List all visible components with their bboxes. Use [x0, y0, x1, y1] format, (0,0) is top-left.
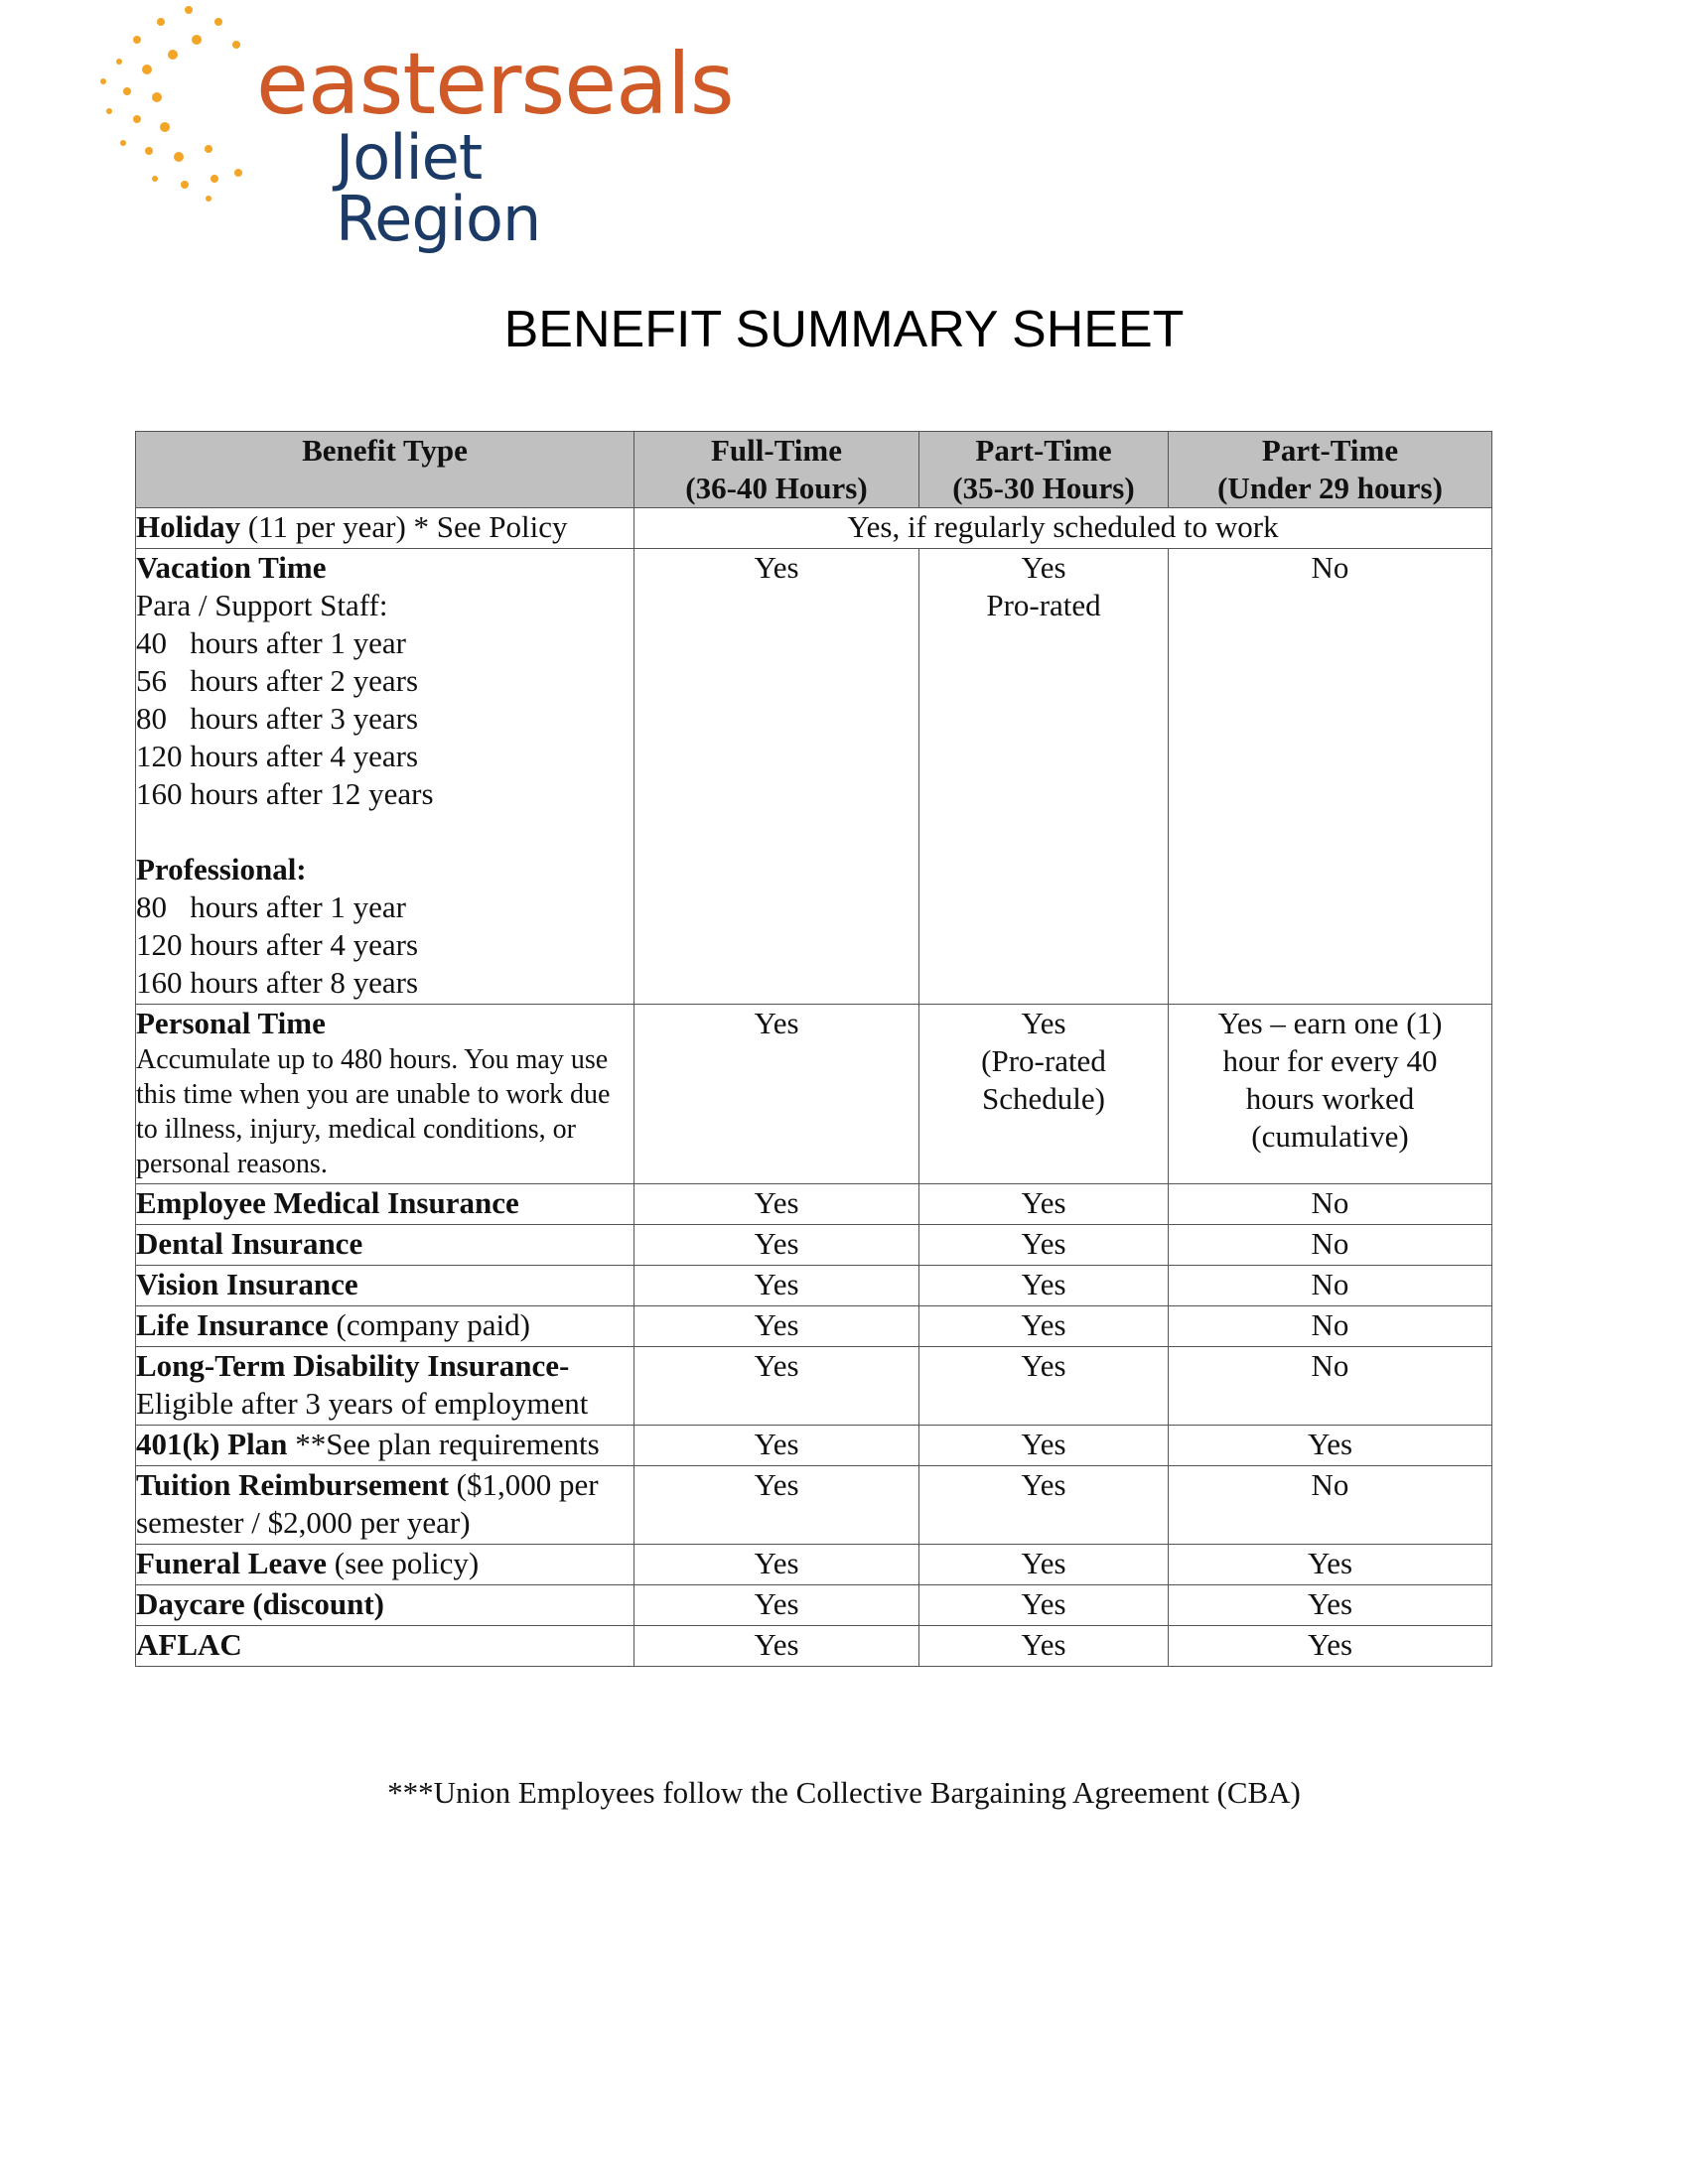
- benefit-name: Holiday: [136, 509, 241, 544]
- benefit-name: Vacation Time: [136, 550, 327, 585]
- page-title: BENEFIT SUMMARY SHEET: [503, 301, 1185, 358]
- value-line: Yes: [1021, 1006, 1066, 1040]
- table-row-personal-time: [136, 1005, 1492, 1184]
- benefit-cell: [136, 1585, 634, 1626]
- value-line: Schedule): [982, 1081, 1105, 1116]
- benefit-name: Funeral Leave: [136, 1546, 327, 1580]
- benefit-cell: [136, 1426, 634, 1466]
- benefit-cell: [136, 549, 634, 1005]
- benefit-cell: [136, 1266, 634, 1306]
- benefit-cell: [136, 1466, 634, 1545]
- benefit-detail: ($1,000 per semester / $2,000 per year): [136, 1467, 599, 1540]
- benefit-cell: [136, 1347, 634, 1426]
- benefits-table: [135, 431, 1492, 1667]
- value-line: Yes – earn one (1): [1217, 1006, 1443, 1040]
- vacation-para-label: Para / Support Staff:: [136, 588, 388, 622]
- header-part-time-label: Part-Time: [1261, 433, 1399, 468]
- table-row: [136, 1545, 1492, 1585]
- vacation-accrual-line: 160 hours after 12 years: [136, 776, 434, 811]
- benefit-cell: [136, 508, 634, 549]
- benefit-cell: [136, 1225, 634, 1266]
- benefit-name: Vision Insurance: [136, 1267, 358, 1301]
- benefit-cell: [136, 1626, 634, 1667]
- benefit-name: Tuition Reimbursement: [136, 1467, 449, 1502]
- easterseals-logo: [89, 0, 734, 255]
- part-time-under-29-value: No: [1169, 1306, 1492, 1347]
- full-time-value: Yes: [634, 1306, 919, 1347]
- benefit-name: Daycare (discount): [136, 1586, 384, 1621]
- holiday-eligibility: Yes, if regularly scheduled to work: [634, 508, 1492, 549]
- benefit-name: Personal Time: [136, 1006, 326, 1040]
- full-time-value: Yes: [634, 1626, 919, 1667]
- personal-time-description: Accumulate up to 480 hours. You may use this time when you are unable to work due to illness, injury, medical conditions, or personal reasons.: [136, 1044, 611, 1179]
- table-row: [136, 1266, 1492, 1306]
- table-row: [136, 1426, 1492, 1466]
- benefit-detail: Eligible after 3 years of employment: [136, 1386, 589, 1421]
- benefit-cell: [136, 1184, 634, 1225]
- table-row: [136, 1585, 1492, 1626]
- benefit-name: Employee Medical Insurance: [136, 1185, 519, 1220]
- vacation-accrual-line: 56 hours after 2 years: [136, 663, 419, 698]
- part-time-under-29-value: [1169, 1005, 1492, 1184]
- table-row-holiday: [136, 508, 1492, 549]
- table-row: [136, 1184, 1492, 1225]
- part-time-value: Yes: [919, 1466, 1169, 1545]
- part-time-under-29-value: Yes: [1169, 1545, 1492, 1585]
- vacation-professional-label: Professional:: [136, 852, 307, 887]
- logo-brand-name: easterseals: [256, 35, 734, 134]
- part-time-value: [919, 549, 1169, 1005]
- vacation-accrual-line: 160 hours after 8 years: [136, 965, 419, 1000]
- vacation-accrual-line: 80 hours after 1 year: [136, 889, 407, 924]
- full-time-value: Yes: [634, 1005, 919, 1184]
- part-time-value: Yes: [919, 1347, 1169, 1426]
- value-line: (Pro-rated: [981, 1043, 1106, 1078]
- part-time-value: Yes: [919, 1306, 1169, 1347]
- header-full-time: [634, 432, 919, 508]
- vacation-accrual-line: 120 hours after 4 years: [136, 739, 419, 773]
- benefit-cell: [136, 1306, 634, 1347]
- benefit-name: Dental Insurance: [136, 1226, 363, 1261]
- full-time-value: Yes: [634, 1347, 919, 1426]
- part-time-under-29-value: No: [1169, 549, 1492, 1005]
- benefit-cell: [136, 1005, 634, 1184]
- part-time-value: Yes: [919, 1266, 1169, 1306]
- part-time-value: Yes: [919, 1426, 1169, 1466]
- logo-region-name: Joliet Region: [336, 121, 541, 255]
- header-full-time-label: Full-Time: [710, 433, 843, 468]
- table-row: [136, 1626, 1492, 1667]
- union-footnote: ***Union Employees follow the Collective Bargaining Agreement (CBA): [387, 1775, 1301, 1810]
- spacer: [136, 813, 633, 851]
- full-time-value: Yes: [634, 1266, 919, 1306]
- vacation-accrual-line: 80 hours after 3 years: [136, 701, 419, 736]
- part-time-under-29-value: No: [1169, 1184, 1492, 1225]
- part-time-under-29-value: No: [1169, 1347, 1492, 1426]
- full-time-value: Yes: [634, 1585, 919, 1626]
- benefit-detail: (see policy): [327, 1546, 480, 1580]
- table-header-row: [136, 432, 1492, 508]
- benefit-name: 401(k) Plan: [136, 1427, 288, 1461]
- full-time-value: Yes: [634, 1225, 919, 1266]
- table-row: [136, 1466, 1492, 1545]
- value-line: (cumulative): [1251, 1119, 1409, 1154]
- part-time-value: Yes: [919, 1225, 1169, 1266]
- vacation-accrual-line: 40 hours after 1 year: [136, 625, 407, 660]
- value-line: Yes: [1021, 550, 1066, 585]
- value-line: hour for every 40: [1222, 1043, 1438, 1078]
- full-time-value: Yes: [634, 1545, 919, 1585]
- part-time-under-29-value: No: [1169, 1466, 1492, 1545]
- header-part-time-hours: (35-30 Hours): [952, 471, 1135, 505]
- header-part-time-label: Part-Time: [975, 433, 1112, 468]
- table-row: [136, 1306, 1492, 1347]
- benefit-cell: [136, 1545, 634, 1585]
- part-time-value: Yes: [919, 1585, 1169, 1626]
- table-row: [136, 1225, 1492, 1266]
- value-line: Pro-rated: [986, 588, 1101, 622]
- benefit-detail: (company paid): [328, 1307, 530, 1342]
- benefit-name: AFLAC: [136, 1627, 242, 1662]
- benefit-detail: **See plan requirements: [287, 1427, 600, 1461]
- benefit-detail: (11 per year) * See Policy: [240, 509, 568, 544]
- part-time-under-29-value: No: [1169, 1266, 1492, 1306]
- vacation-accrual-line: 120 hours after 4 years: [136, 927, 419, 962]
- part-time-value: Yes: [919, 1545, 1169, 1585]
- value-line: hours worked: [1245, 1081, 1415, 1116]
- part-time-value: Yes: [919, 1626, 1169, 1667]
- full-time-value: Yes: [634, 549, 919, 1005]
- header-part-time-35-30: [919, 432, 1169, 508]
- header-part-time-hours: (Under 29 hours): [1217, 471, 1443, 505]
- header-full-time-hours: (36-40 Hours): [685, 471, 868, 505]
- part-time-value: Yes: [919, 1184, 1169, 1225]
- part-time-under-29-value: Yes: [1169, 1426, 1492, 1466]
- full-time-value: Yes: [634, 1184, 919, 1225]
- full-time-value: Yes: [634, 1466, 919, 1545]
- part-time-under-29-value: Yes: [1169, 1585, 1492, 1626]
- benefit-name: Long-Term Disability Insurance-: [136, 1348, 570, 1383]
- table-row-vacation: [136, 549, 1492, 1005]
- part-time-under-29-value: No: [1169, 1225, 1492, 1266]
- header-part-time-under-29: [1169, 432, 1492, 508]
- full-time-value: Yes: [634, 1426, 919, 1466]
- header-benefit-type: Benefit Type: [136, 432, 634, 508]
- part-time-under-29-value: Yes: [1169, 1626, 1492, 1667]
- table-row: [136, 1347, 1492, 1426]
- benefit-name: Life Insurance: [136, 1307, 329, 1342]
- part-time-value: [919, 1005, 1169, 1184]
